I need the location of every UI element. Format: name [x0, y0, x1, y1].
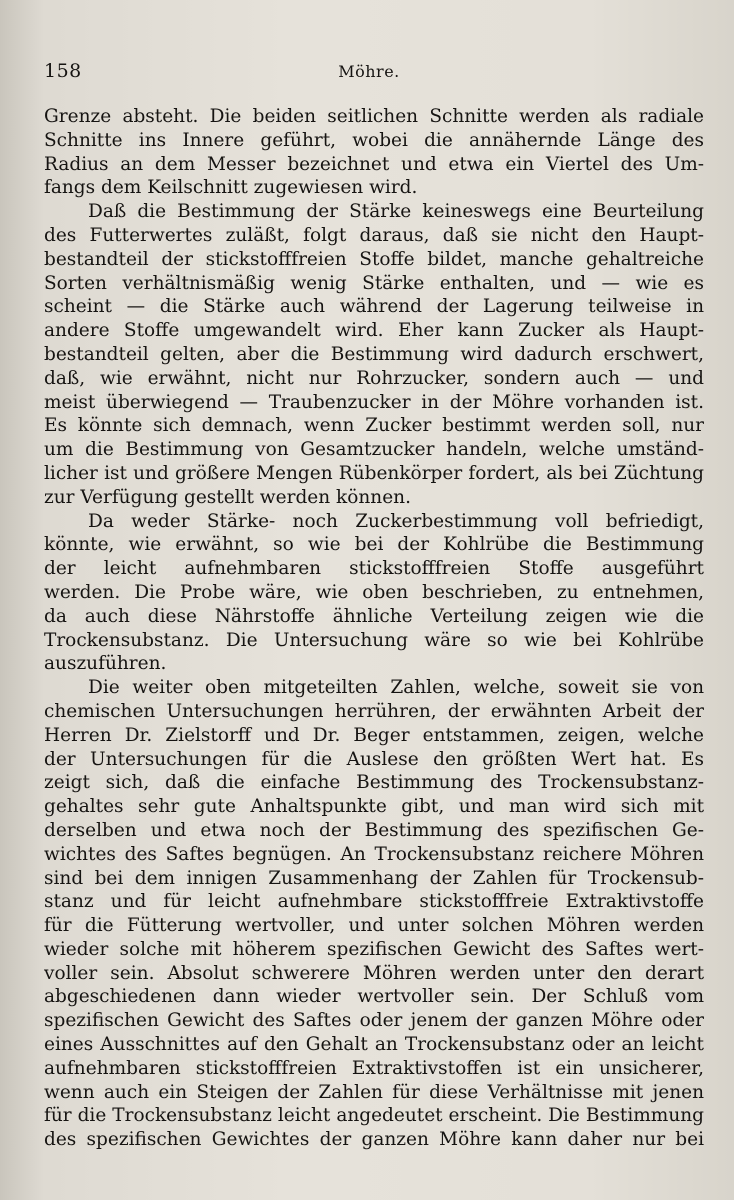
text-line: der Untersuchungen für die Auslese den größten Wert hat. Es	[44, 748, 704, 770]
text-line: Es könnte sich demnach, wenn Zucker bestimmt werden soll, nur	[44, 415, 704, 437]
text-line: voller sein. Absolut schwerere Möhren werden unter den derart	[44, 962, 704, 984]
text-line: zeigt sich, daß die einfache Bestimmung des Trockensubstanz-	[44, 772, 704, 794]
text-line: bestandteil gelten, aber die Bestimmung wird dadurch erschwert,	[44, 343, 704, 365]
text-line: Herren Dr. Zielstorff und Dr. Beger entstammen, zeigen, welche	[44, 724, 704, 746]
text-line: gehaltes sehr gute Anhaltspunkte gibt, und man wird sich mit	[44, 796, 704, 818]
text-line: für die Trockensubstanz leicht angedeutet erscheint. Die Bestimmung	[44, 1105, 704, 1127]
text-line: aufnehmbaren stickstofffreien Extraktivstoffen ist ein unsicherer,	[44, 1057, 704, 1079]
text-line: wieder solche mit höherem spezifischen Gewicht des Saftes wert-	[44, 938, 704, 960]
text-line: chemischen Untersuchungen herrühren, der erwähnten Arbeit der	[44, 700, 704, 722]
text-line: da auch diese Nährstoffe ähnliche Verteilung zeigen wie die	[44, 605, 704, 627]
text-line: andere Stoffe umgewandelt wird. Eher kann Zucker als Haupt-	[44, 320, 704, 342]
text-line: der leicht aufnehmbaren stickstofffreien Stoffe ausgeführt	[44, 558, 704, 580]
text-line: scheint — die Stärke auch während der Lagerung teilweise in	[44, 296, 704, 318]
paragraph	[44, 105, 704, 200]
text-line: zur Verfügung gestellt werden können.	[44, 486, 411, 508]
paragraph	[44, 200, 704, 509]
text-line: Die weiter oben mitgeteilten Zahlen, welche, soweit sie von	[88, 677, 704, 699]
text-line: werden. Die Probe wäre, wie oben beschrieben, zu entnehmen,	[44, 581, 704, 603]
text-line: auszuführen.	[44, 653, 167, 675]
text-line: Sorten verhältnismäßig wenig Stärke enthalten, und — wie es	[44, 272, 704, 294]
text-line: eines Ausschnittes auf den Gehalt an Trockensubstanz oder an leicht	[44, 1034, 704, 1056]
text-line: Daß die Bestimmung der Stärke keineswegs eine Beurteilung	[88, 201, 704, 223]
text-line: Da weder Stärke- noch Zuckerbestimmung voll befriedigt,	[88, 510, 704, 532]
body-text	[44, 105, 704, 1152]
text-line: licher ist und größere Mengen Rübenkörper fordert, als bei Züchtung	[44, 462, 704, 484]
text-line: bestandteil der stickstofffreien Stoffe bildet, manche gehaltreiche	[44, 248, 704, 270]
text-line: des Futterwertes zuläßt, folgt daraus, daß sie nicht den Haupt-	[44, 224, 704, 246]
paragraph	[44, 510, 704, 677]
text-line: wichtes des Saftes begnügen. An Trockensubstanz reichere Möhren	[44, 843, 704, 865]
text-line: abgeschiedenen dann wieder wertvoller sein. Der Schluß vom	[44, 986, 704, 1008]
text-line: für die Fütterung wertvoller, und unter solchen Möhren werden	[44, 915, 704, 937]
text-line: um die Bestimmung von Gesamtzucker handeln, welche umständ-	[44, 439, 704, 461]
page-number: 158	[44, 60, 82, 82]
text-line: Radius an dem Messer bezeichnet und etwa ein Viertel des Um-	[44, 153, 704, 175]
text-line: könnte, wie erwähnt, so wie bei der Kohlrübe die Bestimmung	[44, 534, 704, 556]
text-line: meist überwiegend — Traubenzucker in der Möhre vorhanden ist.	[44, 391, 704, 413]
text-line: spezifischen Gewicht des Saftes oder jenem der ganzen Möhre oder	[44, 1010, 704, 1032]
text-line: Grenze absteht. Die beiden seitlichen Schnitte werden als radiale	[44, 106, 704, 127]
text-line: Schnitte ins Innere geführt, wobei die annähernde Länge des	[44, 129, 704, 151]
text-line: wenn auch ein Steigen der Zahlen für diese Verhältnisse mit jenen	[44, 1081, 704, 1103]
paragraph	[44, 676, 704, 1152]
text-line: des spezifischen Gewichtes der ganzen Möhre kann daher nur bei	[44, 1129, 704, 1151]
text-line: daß, wie erwähnt, nicht nur Rohrzucker, sondern auch — und	[44, 367, 704, 389]
text-line: derselben und etwa noch der Bestimmung des spezifischen Ge-	[44, 819, 704, 841]
text-line: sind bei dem innigen Zusammenhang der Zahlen für Trockensub-	[44, 867, 704, 889]
text-line: stanz und für leicht aufnehmbare stickstofffreie Extraktivstoffe	[44, 891, 704, 913]
text-line: fangs dem Keilschnitt zugewiesen wird.	[44, 177, 418, 199]
running-title: Möhre.	[338, 62, 400, 81]
text-line: Trockensubstanz. Die Untersuchung wäre so wie bei Kohlrübe	[44, 629, 704, 651]
page-header	[44, 60, 694, 88]
